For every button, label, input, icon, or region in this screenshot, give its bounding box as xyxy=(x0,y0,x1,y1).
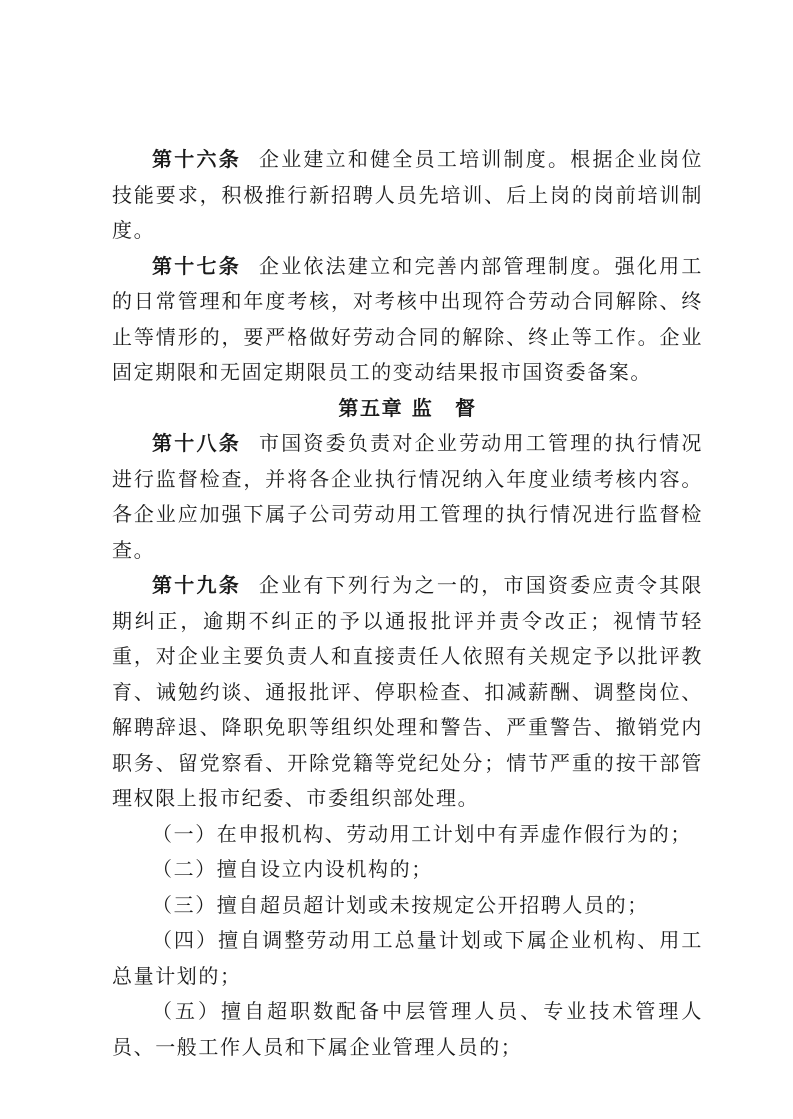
article-number: 第十七条 xyxy=(152,253,241,278)
list-item: （五）擅自超职数配备中层管理人员、专业技术管理人员、一般工作人员和下属企业管理人员的； xyxy=(112,999,703,1059)
list-item: （四）擅自调整劳动用工总量计划或下属企业机构、用工总量计划的； xyxy=(112,928,703,988)
article-number: 第十九条 xyxy=(152,573,241,597)
list-item: （三）擅自超员超计划或未按规定公开招聘人员的； xyxy=(152,892,649,917)
article-18 xyxy=(112,426,703,568)
article-number: 第十六条 xyxy=(152,147,241,171)
article-number: 第十八条 xyxy=(152,431,241,455)
article-text: 企业依法建立和完善内部管理制度。强化用工的日常管理和年度考核，对考核中出现符合劳动合同解除、终止等情形的，要严格做好劳动合同的解除、终止等工作。企业固定期限和无固定期限员工的变动结果报市国资委备案。 xyxy=(112,253,704,384)
list-item: （一）在申报机构、劳动用工计划中有弄虚作假行为的； xyxy=(152,821,692,846)
chapter-title: 第五章 监 督 xyxy=(338,395,477,420)
article-16 xyxy=(112,142,703,249)
article-17 xyxy=(112,249,703,391)
article-text: 企业有下列行为之一的，市国资委应责令其限期纠正，逾期不纠正的予以通报批评并责令改正；视情节轻重，对企业主要负责人和直接责任人依照有关规定予以批评教育、诫勉约谈、通报批评、停职检查、扣减薪酬、调整岗位、解聘辞退、降职免职等组织处理和警告、严重警告、撤销党内职务、留党察看、开除党籍等党纪处分；情节严重的按干部管理权限上报市纪委、市委组织部处理。 xyxy=(112,573,704,810)
article-19 xyxy=(112,568,703,817)
list-item: （二）擅自设立内设机构的； xyxy=(152,857,433,881)
article-text: 市国资委负责对企业劳动用工管理的执行情况进行监督检查，并将各企业执行情况纳入年度业绩考核内容。各企业应加强下属子公司劳动用工管理的执行情况进行监督检查。 xyxy=(112,431,704,562)
article-text: 企业建立和健全员工培训制度。根据企业岗位技能要求，积极推行新招聘人员先培训、后上岗的岗前培训制度。 xyxy=(112,147,704,242)
